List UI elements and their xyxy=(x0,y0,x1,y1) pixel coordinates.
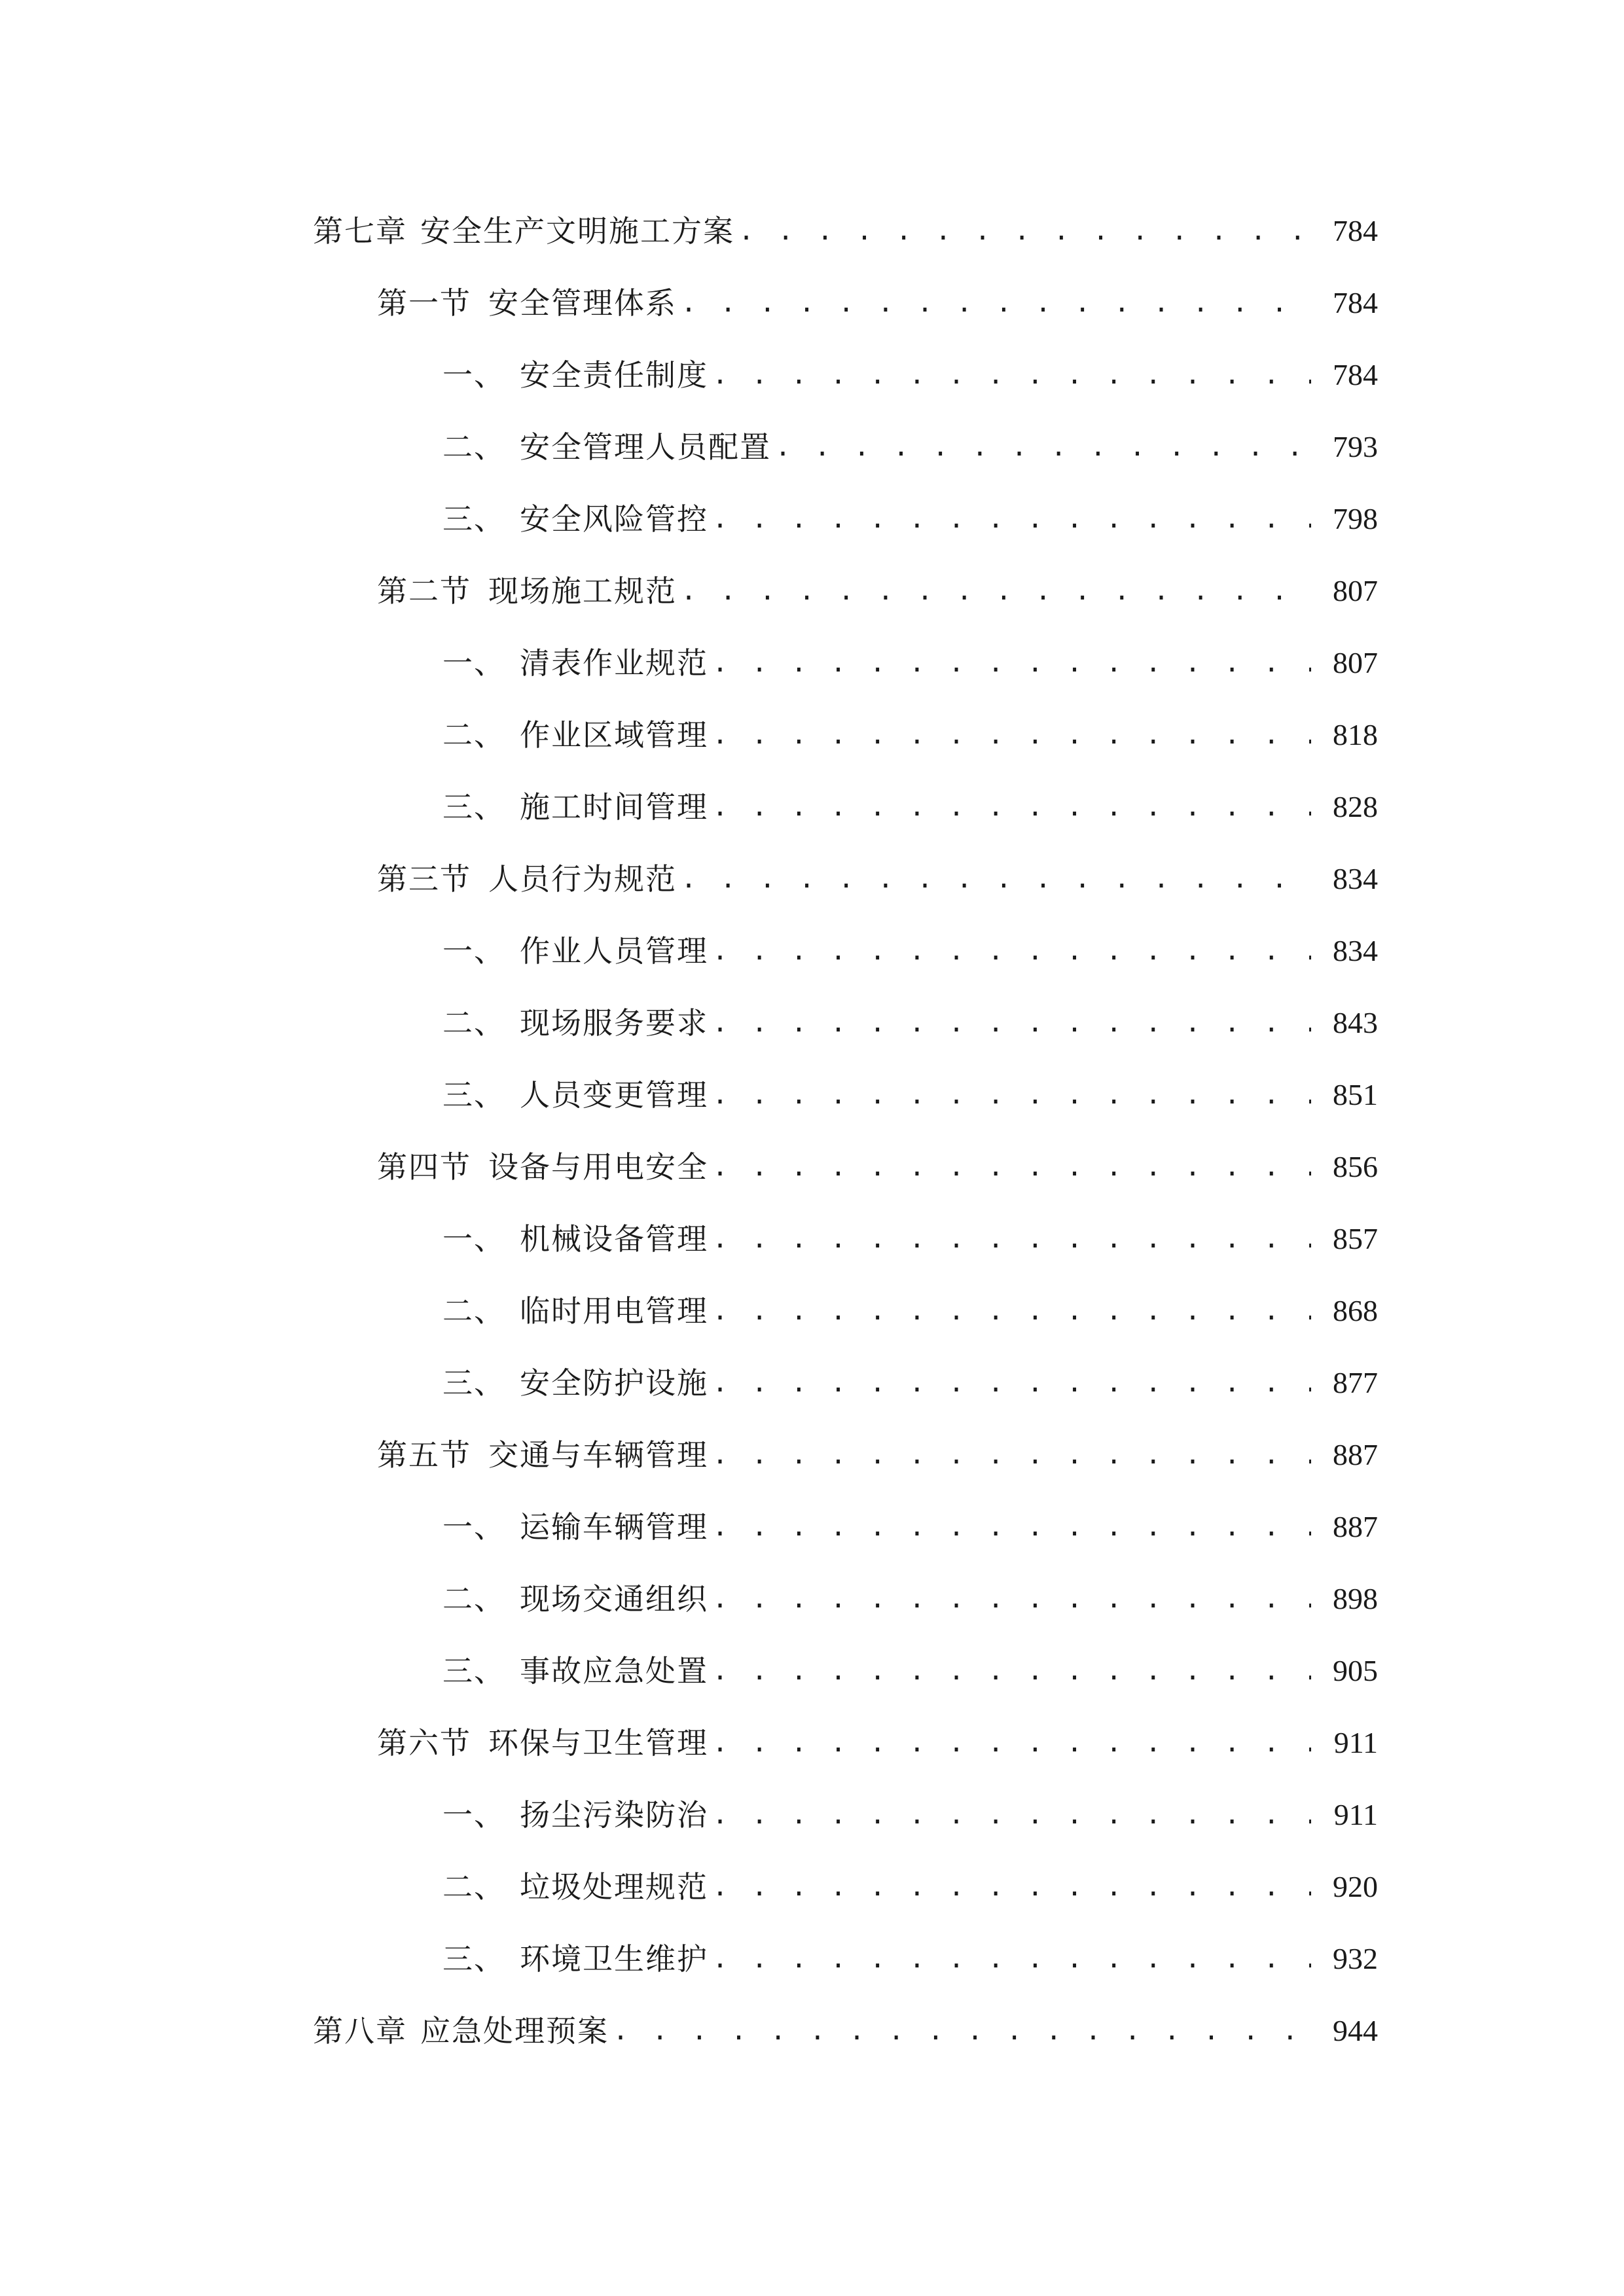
toc-entry-text: 作业人员管理 xyxy=(520,933,708,969)
toc-entry-number: 一、 xyxy=(442,1797,505,1833)
toc-entry-text: 人员变更管理 xyxy=(520,1077,708,1113)
dot-leader xyxy=(613,2018,1311,2044)
toc-entry-title xyxy=(442,1365,708,1401)
toc-entry-item[interactable] xyxy=(0,1851,1624,1923)
dot-leader xyxy=(712,1010,1311,1036)
toc-entry-title xyxy=(442,1653,708,1689)
toc-entry-page: 856 xyxy=(1333,1150,1378,1183)
toc-entry-text: 事故应急处置 xyxy=(520,1653,708,1689)
toc-entry-text: 机械设备管理 xyxy=(520,1221,708,1257)
toc-entry-page: 843 xyxy=(1333,1006,1378,1039)
toc-entry-section[interactable] xyxy=(0,1131,1624,1203)
toc-entry-text: 安全管理体系 xyxy=(488,285,677,321)
toc-entry-number: 一、 xyxy=(442,357,505,393)
toc-entry-number: 第八章 xyxy=(313,2013,407,2049)
dot-leader xyxy=(712,722,1311,748)
toc-entry-number: 三、 xyxy=(442,501,505,537)
toc-entry-number: 三、 xyxy=(442,1653,505,1689)
toc-entry-page: 834 xyxy=(1333,862,1378,895)
toc-entry-text: 现场交通组织 xyxy=(520,1581,708,1617)
toc-entry-number: 三、 xyxy=(442,789,505,825)
dot-leader xyxy=(712,1226,1311,1252)
toc-entry-page: 834 xyxy=(1333,934,1378,967)
toc-entry-number: 第二节 xyxy=(377,573,471,609)
toc-entry-title xyxy=(442,1509,708,1545)
toc-entry-title xyxy=(377,285,677,321)
toc-entry-title xyxy=(313,213,734,249)
toc-entry-text: 现场施工规范 xyxy=(488,573,677,609)
dot-leader xyxy=(712,1082,1311,1108)
toc-entry-title xyxy=(442,645,708,681)
toc-entry-title xyxy=(313,2013,609,2049)
toc-entry-page: 877 xyxy=(1333,1366,1378,1399)
table-of-contents xyxy=(0,195,1624,2067)
toc-entry-page: 887 xyxy=(1333,1438,1378,1471)
toc-entry-title xyxy=(377,1725,708,1761)
toc-entry-number: 三、 xyxy=(442,1941,505,1977)
toc-entry-text: 运输车辆管理 xyxy=(520,1509,708,1545)
toc-entry-item[interactable] xyxy=(0,1203,1624,1275)
toc-entry-text: 扬尘污染防治 xyxy=(520,1797,708,1833)
dot-leader xyxy=(712,938,1311,964)
toc-entry-title xyxy=(442,429,771,465)
toc-entry-text: 安全生产文明施工方案 xyxy=(420,213,734,249)
dot-leader xyxy=(775,434,1311,460)
toc-entry-page: 887 xyxy=(1333,1510,1378,1543)
dot-leader xyxy=(681,578,1311,604)
dot-leader xyxy=(712,1370,1311,1396)
toc-entry-title xyxy=(442,1221,708,1257)
toc-entry-number: 二、 xyxy=(442,717,505,753)
toc-entry-item[interactable] xyxy=(0,1275,1624,1347)
dot-leader xyxy=(712,1514,1311,1540)
toc-entry-number: 第一节 xyxy=(377,285,471,321)
dot-leader xyxy=(712,1298,1311,1324)
toc-entry-number: 第四节 xyxy=(377,1149,471,1185)
dot-leader xyxy=(681,290,1311,316)
dot-leader xyxy=(712,1946,1311,1972)
toc-entry-item[interactable] xyxy=(0,699,1624,771)
toc-entry-text: 安全管理人员配置 xyxy=(520,429,771,465)
toc-entry-number: 二、 xyxy=(442,1869,505,1905)
toc-entry-page: 911 xyxy=(1333,1726,1378,1759)
toc-entry-number: 三、 xyxy=(442,1365,505,1401)
toc-entry-item[interactable] xyxy=(0,1923,1624,1995)
toc-entry-item[interactable] xyxy=(0,1635,1624,1707)
toc-entry-title xyxy=(442,789,708,825)
toc-entry-page: 828 xyxy=(1333,790,1378,823)
toc-entry-chapter[interactable] xyxy=(0,1995,1624,2067)
toc-entry-number: 第七章 xyxy=(313,213,407,249)
toc-entry-text: 安全防护设施 xyxy=(520,1365,708,1401)
toc-entry-title xyxy=(377,573,677,609)
toc-entry-item[interactable] xyxy=(0,339,1624,411)
toc-entry-section[interactable] xyxy=(0,267,1624,339)
dot-leader xyxy=(712,1802,1311,1828)
toc-entry-title xyxy=(442,1941,708,1977)
toc-entry-page: 868 xyxy=(1333,1294,1378,1327)
toc-entry-text: 施工时间管理 xyxy=(520,789,708,825)
toc-entry-number: 一、 xyxy=(442,933,505,969)
toc-entry-page: 798 xyxy=(1333,502,1378,535)
toc-entry-item[interactable] xyxy=(0,1059,1624,1131)
toc-entry-text: 设备与用电安全 xyxy=(488,1149,708,1185)
dot-leader xyxy=(712,1586,1311,1612)
toc-entry-item[interactable] xyxy=(0,411,1624,483)
toc-entry-page: 857 xyxy=(1333,1222,1378,1255)
toc-entry-number: 二、 xyxy=(442,1293,505,1329)
toc-entry-text: 环保与卫生管理 xyxy=(488,1725,708,1761)
toc-entry-title xyxy=(442,717,708,753)
toc-entry-page: 905 xyxy=(1333,1654,1378,1687)
toc-entry-title xyxy=(442,1869,708,1905)
dot-leader xyxy=(712,1874,1311,1900)
toc-entry-text: 作业区域管理 xyxy=(520,717,708,753)
toc-entry-title xyxy=(442,1077,708,1113)
toc-entry-section[interactable] xyxy=(0,555,1624,627)
dot-leader xyxy=(738,218,1311,244)
toc-entry-text: 垃圾处理规范 xyxy=(520,1869,708,1905)
toc-entry-title xyxy=(377,1437,708,1473)
toc-entry-number: 一、 xyxy=(442,1221,505,1257)
toc-entry-text: 现场服务要求 xyxy=(520,1005,708,1041)
toc-entry-text: 环境卫生维护 xyxy=(520,1941,708,1977)
toc-entry-chapter[interactable] xyxy=(0,195,1624,267)
toc-entry-page: 851 xyxy=(1333,1078,1378,1111)
toc-entry-number: 二、 xyxy=(442,1005,505,1041)
toc-entry-page: 807 xyxy=(1333,574,1378,607)
toc-entry-page: 784 xyxy=(1333,358,1378,391)
toc-entry-item[interactable] xyxy=(0,915,1624,987)
toc-entry-page: 944 xyxy=(1333,2014,1378,2047)
toc-entry-number: 二、 xyxy=(442,429,505,465)
toc-entry-title xyxy=(442,1293,708,1329)
dot-leader xyxy=(712,1442,1311,1468)
toc-entry-title xyxy=(442,1005,708,1041)
toc-entry-item[interactable] xyxy=(0,483,1624,555)
toc-entry-section[interactable] xyxy=(0,1707,1624,1779)
toc-entry-item[interactable] xyxy=(0,1779,1624,1851)
toc-entry-text: 安全责任制度 xyxy=(520,357,708,393)
toc-entry-section[interactable] xyxy=(0,843,1624,915)
toc-entry-number: 三、 xyxy=(442,1077,505,1113)
toc-entry-number: 二、 xyxy=(442,1581,505,1617)
dot-leader xyxy=(712,362,1311,388)
toc-entry-title xyxy=(377,1149,708,1185)
toc-entry-text: 清表作业规范 xyxy=(520,645,708,681)
toc-entry-page: 807 xyxy=(1333,646,1378,679)
toc-entry-number: 第三节 xyxy=(377,861,471,897)
toc-entry-page: 920 xyxy=(1333,1870,1378,1903)
toc-entry-page: 784 xyxy=(1333,286,1378,319)
toc-entry-title xyxy=(377,861,677,897)
toc-entry-item[interactable] xyxy=(0,987,1624,1059)
toc-entry-title xyxy=(442,501,708,537)
toc-entry-number: 第五节 xyxy=(377,1437,471,1473)
toc-entry-text: 人员行为规范 xyxy=(488,861,677,897)
toc-entry-item[interactable] xyxy=(0,1563,1624,1635)
toc-entry-title xyxy=(442,1797,708,1833)
toc-entry-page: 898 xyxy=(1333,1582,1378,1615)
toc-entry-section[interactable] xyxy=(0,1419,1624,1491)
dot-leader xyxy=(681,866,1311,892)
toc-entry-title xyxy=(442,933,708,969)
toc-entry-item[interactable] xyxy=(0,1347,1624,1419)
dot-leader xyxy=(712,506,1311,532)
toc-entry-number: 一、 xyxy=(442,1509,505,1545)
dot-leader xyxy=(712,650,1311,676)
toc-entry-page: 911 xyxy=(1333,1798,1378,1831)
toc-entry-title xyxy=(442,357,708,393)
toc-entry-page: 793 xyxy=(1333,430,1378,463)
toc-entry-page: 818 xyxy=(1333,718,1378,751)
toc-entry-item[interactable] xyxy=(0,1491,1624,1563)
dot-leader xyxy=(712,794,1311,820)
toc-entry-text: 应急处理预案 xyxy=(420,2013,609,2049)
toc-entry-page: 932 xyxy=(1333,1942,1378,1975)
dot-leader xyxy=(712,1154,1311,1180)
toc-entry-item[interactable] xyxy=(0,627,1624,699)
toc-entry-number: 一、 xyxy=(442,645,505,681)
toc-entry-text: 交通与车辆管理 xyxy=(488,1437,708,1473)
toc-entry-text: 安全风险管控 xyxy=(520,501,708,537)
toc-entry-number: 第六节 xyxy=(377,1725,471,1761)
toc-entry-text: 临时用电管理 xyxy=(520,1293,708,1329)
dot-leader xyxy=(712,1658,1311,1684)
toc-entry-title xyxy=(442,1581,708,1617)
toc-entry-page: 784 xyxy=(1333,214,1378,247)
toc-entry-item[interactable] xyxy=(0,771,1624,843)
dot-leader xyxy=(712,1730,1311,1756)
